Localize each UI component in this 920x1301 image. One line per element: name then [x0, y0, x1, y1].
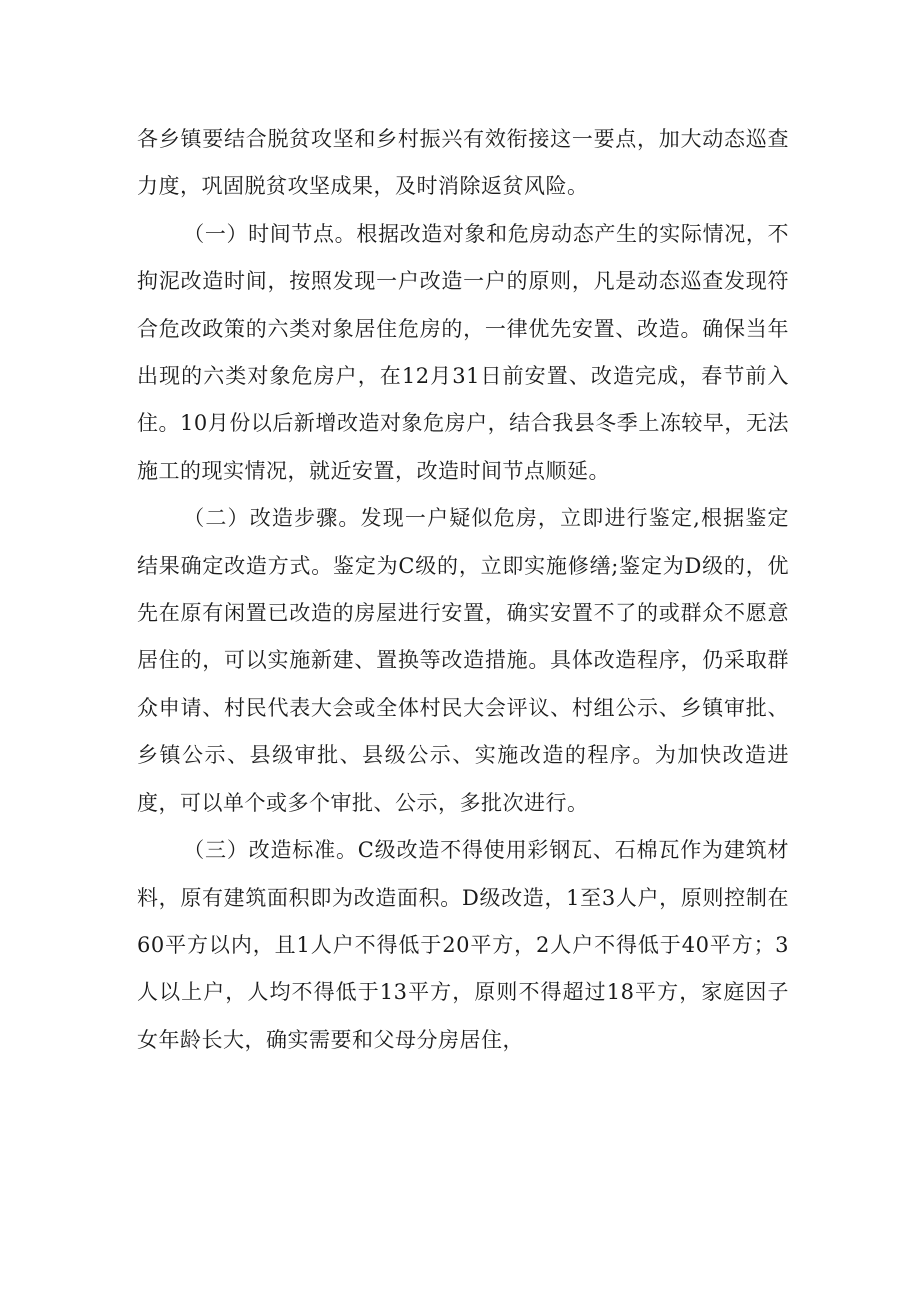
paragraph-renovation-standard: （三）改造标准。C级改造不得使用彩钢瓦、石棉瓦作为建筑材料，原有建筑面积即为改造面积。D级改造，1至3人户，原则控制在60平方以内，且1人户不得低于20平方，2人户不得低于40平方；3人以上户，人均不得低于13平方，原则不得超过18平方，家庭因子女年龄长大，确实需要和父母分房居住，	[137, 838, 789, 1052]
document-body	[137, 116, 789, 1064]
paragraph-renovation-steps: （二）改造步骤。发现一户疑似危房，立即进行鉴定,根据鉴定结果确定改造方式。鉴定为C级的，立即实施修缮;鉴定为D级的，优先在原有闲置已改造的房屋进行安置，确实安置不了的或群众不愿意居住的，可以实施新建、置换等改造措施。具体改造程序，仍采取群众申请、村民代表大会或全体村民大会评议、村组公示、乡镇审批、乡镇公示、县级审批、县级公示、实施改造的程序。为加快改造进度，可以单个或多个审批、公示，多批次进行。	[137, 506, 789, 815]
paragraph-time-node: （一）时间节点。根据改造对象和危房动态产生的实际情况，不拘泥改造时间，按照发现一户改造一户的原则，凡是动态巡查发现符合危改政策的六类对象居住危房的，一律优先安置、改造。确保当年出现的六类对象危房户，在12月31日前安置、改造完成，春节前入住。10月份以后新增改造对象危房户，结合我县冬季上冻较早，无法施工的现实情况，就近安置，改造时间节点顺延。	[137, 221, 789, 483]
paragraph-continuation: 各乡镇要结合脱贫攻坚和乡村振兴有效衔接这一要点，加大动态巡查力度，巩固脱贫攻坚成果，及时消除返贫风险。	[137, 127, 789, 199]
